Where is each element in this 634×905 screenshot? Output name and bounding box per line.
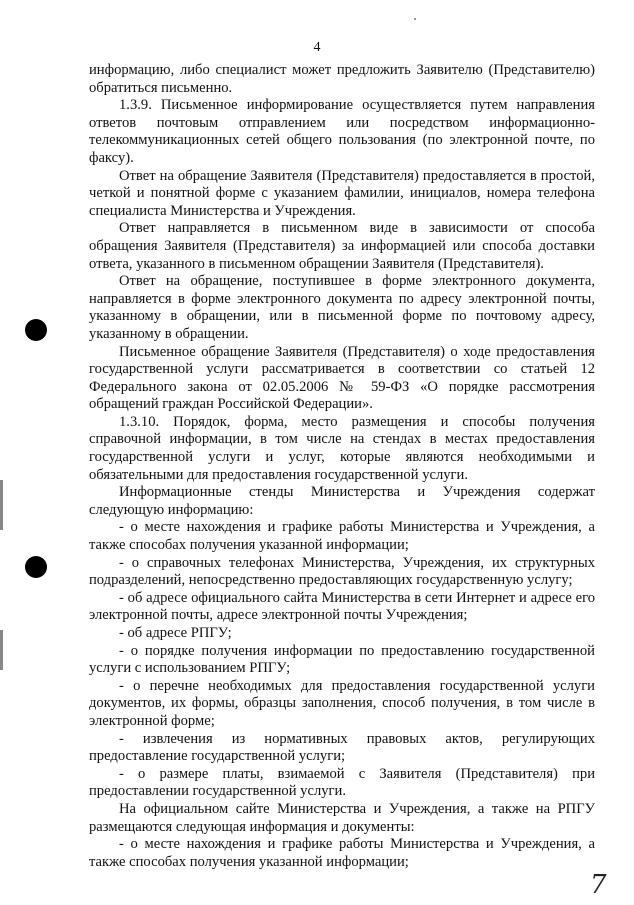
list-item: - о месте нахождения и графике работы Министерства и Учреждения, а также способах получения указанной информации; [89, 519, 595, 554]
scan-speck [414, 18, 416, 20]
punch-hole [25, 319, 47, 341]
punch-hole [25, 556, 47, 578]
list-item: - о порядке получения информации по предоставлению государственной услуги с использованием РПГУ; [89, 642, 595, 677]
paragraph: На официальном сайте Министерства и Учреждения, а также на РПГУ размещаются следующая информация и документы: [89, 800, 595, 835]
handwritten-page-mark: 7 [590, 870, 607, 900]
list-item: - о перечне необходимых для предоставления государственной услуги документов, их формы, образцы заполнения, способ получения, в том числе в электронной форме; [89, 677, 595, 729]
list-item: - об адресе РПГУ; [119, 625, 232, 641]
paragraph: Ответ на обращение, поступившее в форме электронного документа, направляется в форме электронного документа по адресу электронной почты, указанному в обращении, или в письменной форме по почтовому адресу, указанному в обращении. [89, 273, 595, 342]
paragraph: Информационные стенды Министерства и Учреждения содержат следующую информацию: [89, 484, 595, 518]
list-item: - о месте нахождения и графике работы Министерства и Учреждения, а также способах получения указанной информации; [89, 836, 595, 870]
scan-edge-mark [0, 630, 3, 670]
scan-edge-mark [0, 480, 3, 530]
list-item: - извлечения из нормативных правовых актов, регулирующих предоставление государственной услуги; [89, 730, 595, 765]
list-item: - об адресе официального сайта Министерства в сети Интернет и адресе его электронной почты, адресе электронной почты Учреждения; [89, 589, 595, 624]
paragraph: Ответ на обращение Заявителя (Представителя) предоставляется в простой, четкой и понятной форме с указанием фамилии, инициалов, номера телефона специалиста Министерства и Учреждения. [89, 167, 595, 219]
page-number: 4 [313, 40, 321, 55]
list-item: - о справочных телефонах Министерства, Учреждения, их структурных подразделений, непосредственно предоставляющих государственную услугу; [89, 554, 595, 589]
list-item: - о размере платы, взимаемой с Заявителя (Представителя) при предоставлении государственной услуги. [89, 765, 595, 800]
paragraph: 1.3.10. Порядок, форма, место размещения и способы получения справочной информации, в том числе на стендах в местах предоставления государственной услуги и услуг, которые являются необходимыми и обязательными для предоставления государственной услуги. [89, 413, 595, 483]
paragraph: информацию, либо специалист может предложить Заявителю (Представителю) обратиться письменно. [89, 62, 595, 96]
paragraph: Ответ направляется в письменном виде в зависимости от способа обращения Заявителя (Представителя) за информацией или способа доставки ответа, указанного в письменном обращении Заявителя (Представителя). [89, 220, 595, 272]
paragraph: 1.3.9. Письменное информирование осуществляется путем направления ответов почтовым отправлением или посредством информационно-телекоммуникационных сетей общего пользования (по электронной почте, по факсу). [89, 97, 595, 166]
document-body [89, 62, 595, 871]
paragraph: Письменное обращение Заявителя (Представителя) о ходе предоставления государственной услуги рассматривается в соответствии со статьей 12 Федерального закона от 02.05.2006 № 59-ФЗ «О порядке рассмотрения обращений граждан Российской Федерации». [89, 343, 595, 413]
